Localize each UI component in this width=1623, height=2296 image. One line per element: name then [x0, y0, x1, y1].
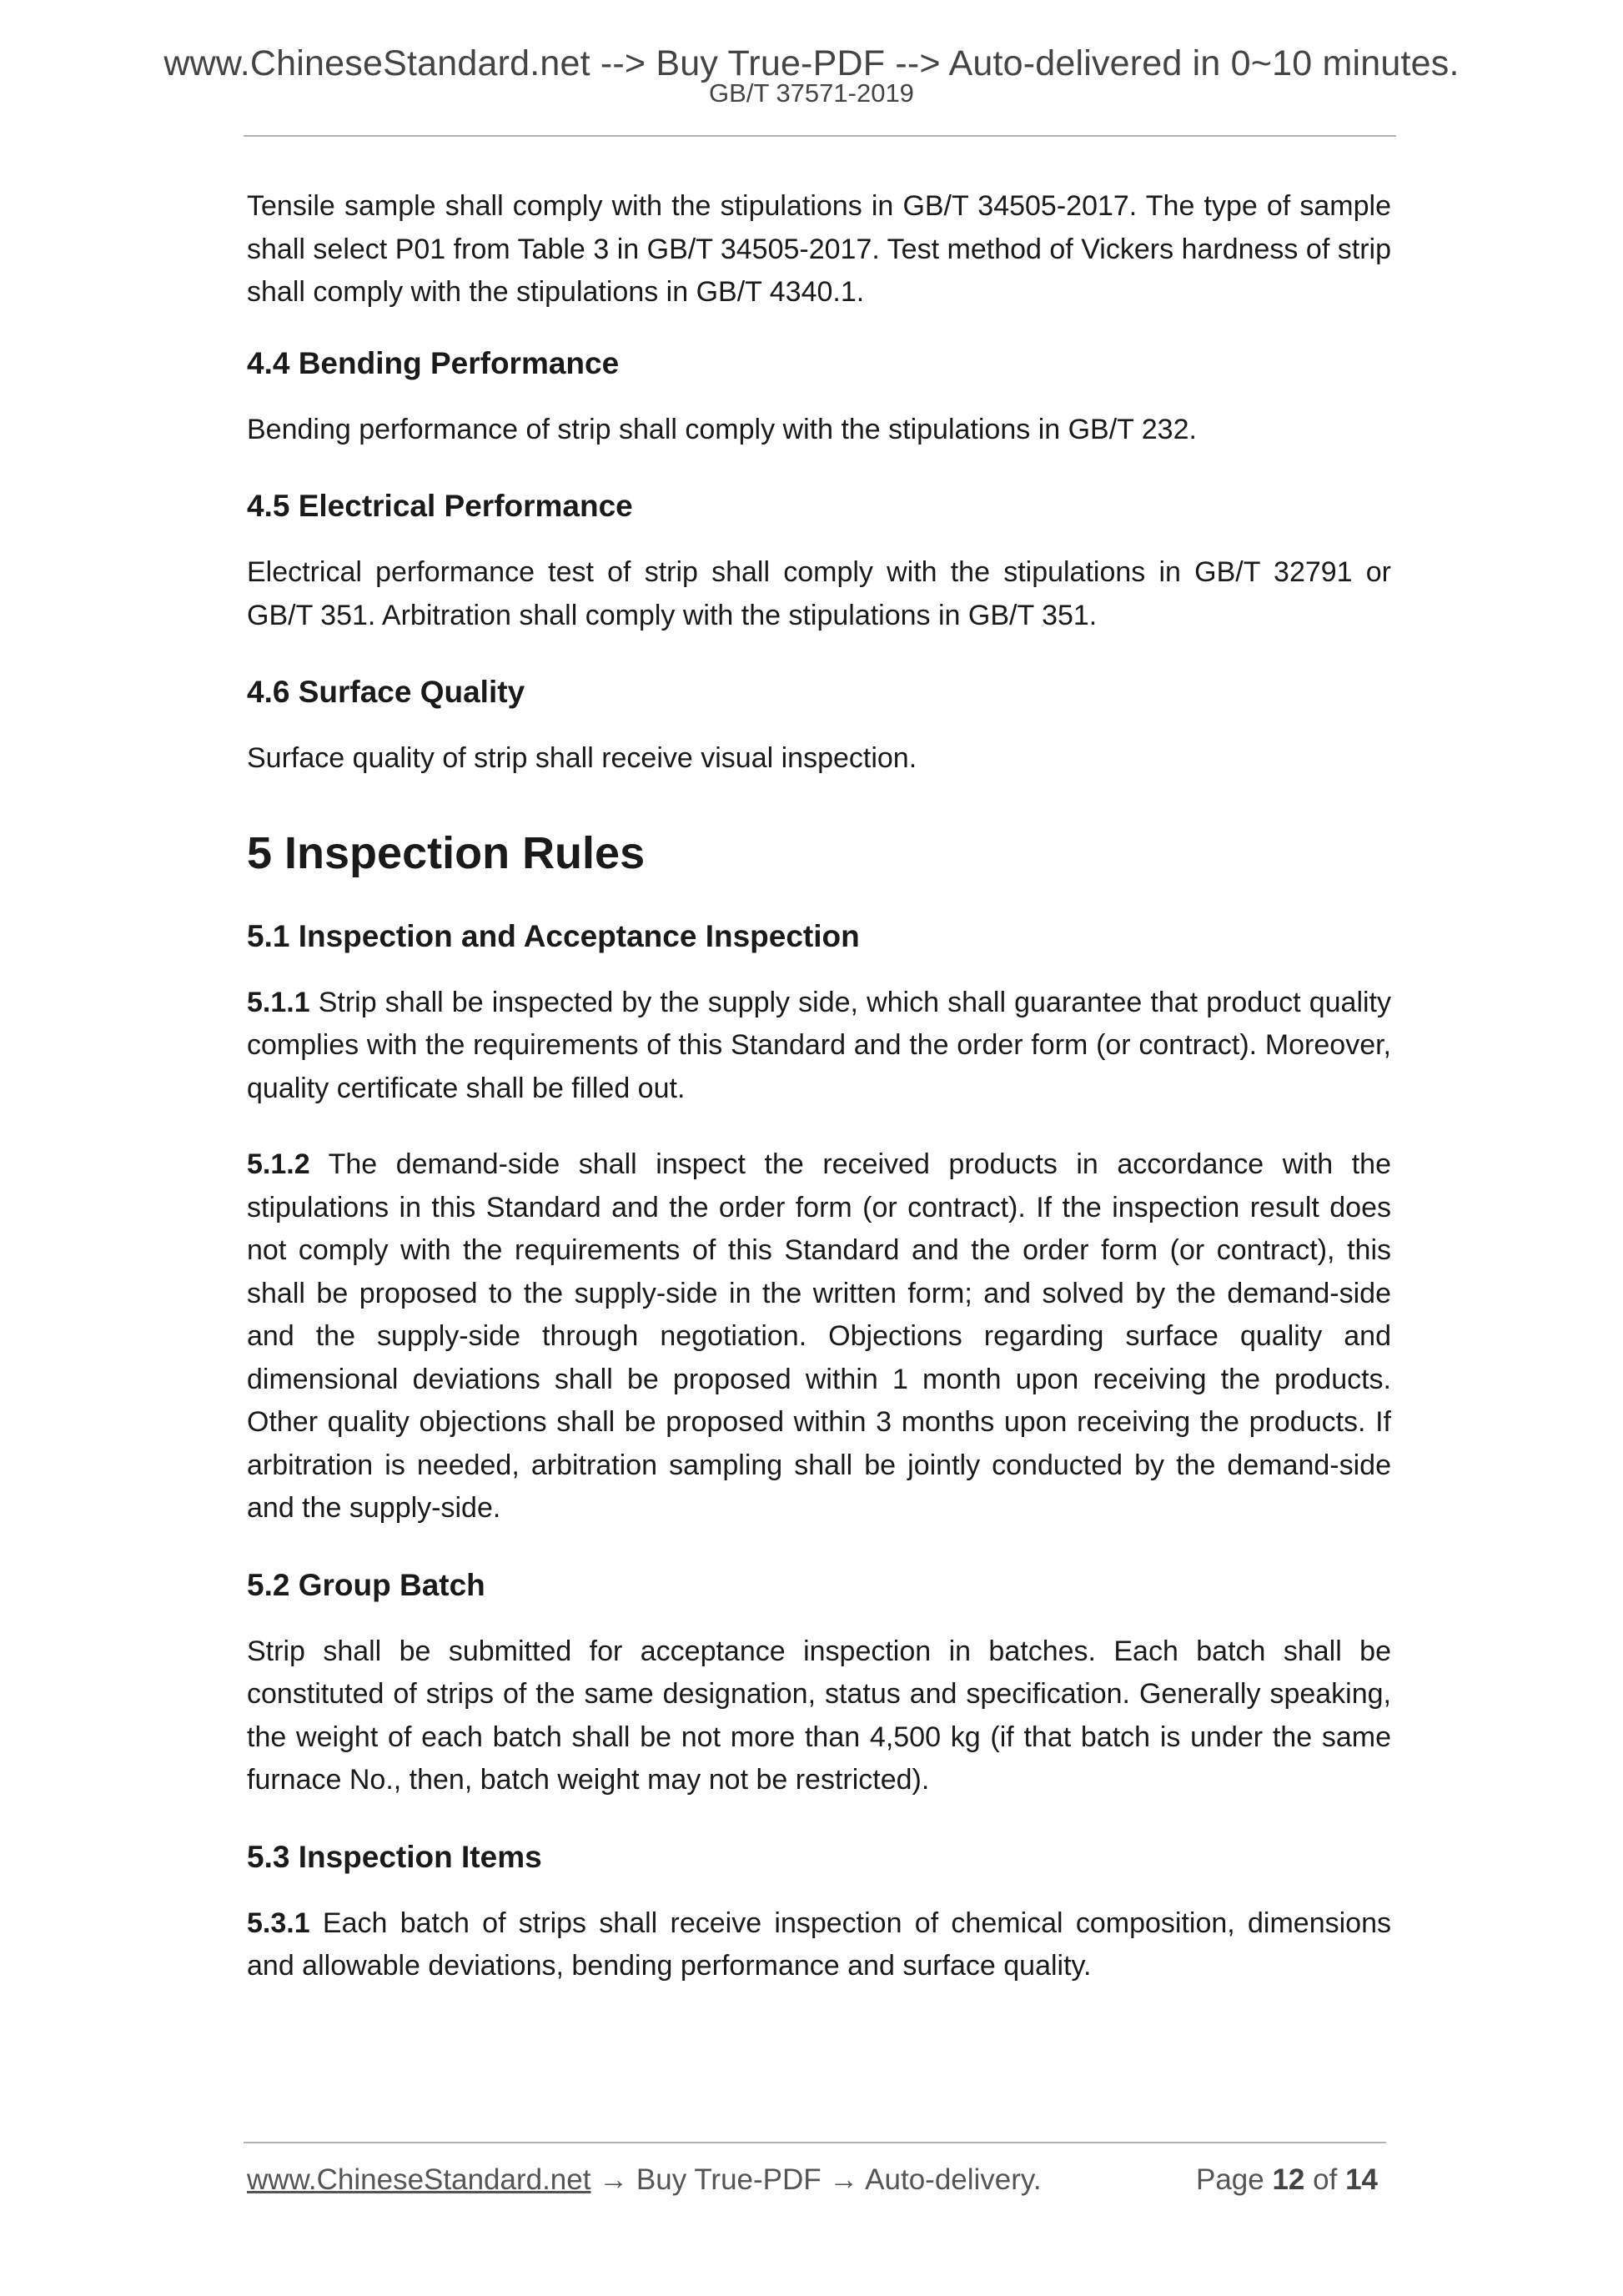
heading-4-4: 4.4 Bending Performance — [247, 345, 620, 380]
clause-text-5-3-1: Each batch of strips shall receive inspection of chemical composition, dimensions and allowable deviations, bending performance and surface quality. — [247, 1907, 1391, 1982]
paragraph-4-5: Electrical performance test of strip shall comply with the stipulations in GB/T 32791 or GB/T 351. Arbitration shall comply with the stipulations in GB/T 351. — [247, 556, 1391, 631]
footer-tagline: → Buy True-PDF → Auto-delivery. — [599, 2163, 1042, 2196]
header-banner: www.ChineseStandard.net --> Buy True-PDF --> Auto-delivered in 0~10 minutes. — [163, 43, 1460, 83]
paragraph-5-3-1 — [247, 1902, 1391, 1988]
paragraph-5-1-1 — [247, 982, 1391, 1111]
standard-code: GB/T 37571-2019 — [709, 78, 914, 108]
clause-number-5-1-2: 5.1.2 — [247, 1148, 310, 1180]
heading-5: 5 Inspection Rules — [247, 827, 646, 878]
clause-number-5-1-1: 5.1.1 — [247, 986, 310, 1018]
clause-number-5-3-1: 5.3.1 — [247, 1907, 310, 1939]
paragraph-tensile-sample: Tensile sample shall comply with the stipulations in GB/T 34505-2017. The type of sample shall select P01 from Table 3 in GB/T 34505-2017. Test method of Vickers hardness of strip shall comply with the stipulations in GB/T 4340.1. — [247, 190, 1391, 308]
page-indicator — [1196, 2163, 1378, 2197]
clause-text-5-1-2: The demand-side shall inspect the received products in accordance with the stipulations in this Standard and the order form (or contract). If the inspection result does not comply with the requirements of this Standard and the order form (or contract), this shall be proposed to the supply-side in the written form; and solved by the demand-side and the supply-side through negotiation. Objections regarding surface quality and dimensional deviations shall be proposed within 1 month upon receiving the products. Other quality objections shall be proposed within 3 months upon receiving the products. If arbitration is needed, arbitration sampling shall be jointly conducted by the demand-side and the supply-side. — [247, 1148, 1391, 1524]
paragraph-5-2: Strip shall be submitted for acceptance inspection in batches. Each batch shall be constituted of strips of the same designation, status and specification. Generally speaking, the weight of each batch shall be not more than 4,500 kg (if that batch is under the same furnace No., then, batch weight may not be restricted). — [247, 1635, 1391, 1796]
page-footer — [247, 2163, 1386, 2197]
page-total: 14 — [1345, 2163, 1378, 2196]
heading-5-2: 5.2 Group Batch — [247, 1567, 485, 1602]
heading-4-5: 4.5 Electrical Performance — [247, 489, 633, 523]
page-label: Page — [1195, 2163, 1264, 2196]
page-body — [247, 185, 1391, 1988]
paragraph-4-4: Bending performance of strip shall comply with the stipulations in GB/T 232. — [247, 413, 1197, 445]
footer-site-link[interactable]: www.ChineseStandard.net — [247, 2163, 591, 2196]
heading-5-1: 5.1 Inspection and Acceptance Inspection — [247, 918, 860, 953]
header-divider — [244, 135, 1396, 137]
heading-5-3: 5.3 Inspection Items — [247, 1839, 542, 1874]
clause-text-5-1-1: Strip shall be inspected by the supply side, which shall guarantee that product quality complies with the requirements of this Standard and the order form (or contract). Moreover, quality certificate shall be filled out. — [247, 986, 1391, 1104]
paragraph-4-6: Surface quality of strip shall receive visual inspection. — [247, 742, 917, 774]
paragraph-5-1-2 — [247, 1143, 1391, 1530]
page-current: 12 — [1272, 2163, 1305, 2196]
page-of-label: of — [1313, 2163, 1338, 2196]
heading-4-6: 4.6 Surface Quality — [247, 675, 525, 709]
footer-divider — [244, 2142, 1386, 2143]
